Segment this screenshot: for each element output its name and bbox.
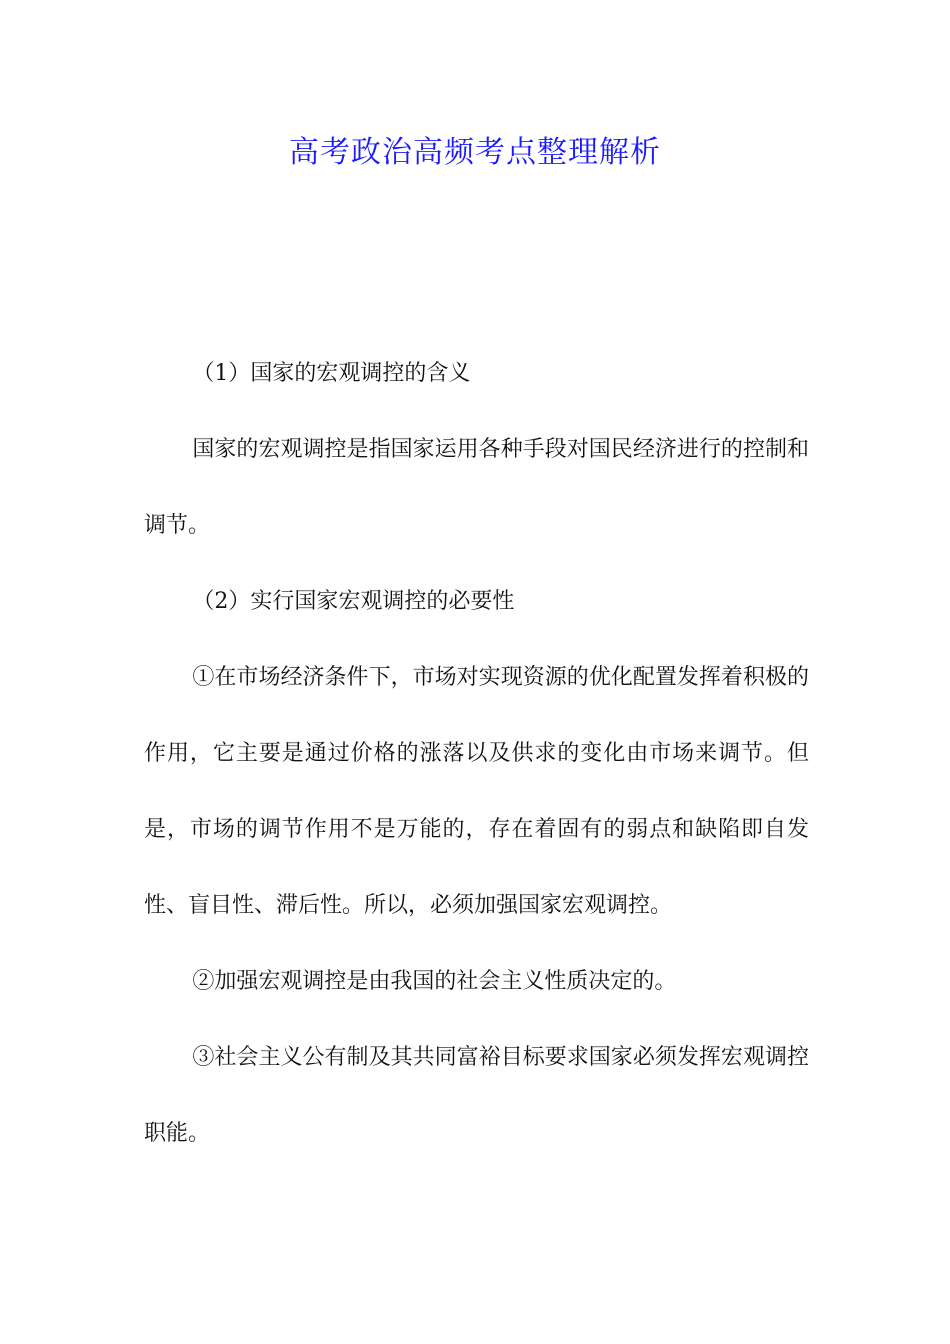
section-heading-1: （1）国家的宏观调控的含义	[192, 361, 471, 386]
paragraph-definition: 国家的宏观调控是指国家运用各种手段对国民经济进行的控制和调节。	[144, 437, 809, 538]
paragraph-point-3: ③社会主义公有制及其共同富裕目标要求国家必须发挥宏观调控职能。	[144, 1045, 809, 1146]
document-body	[144, 336, 809, 1172]
paragraph-point-2: ②加强宏观调控是由我国的社会主义性质决定的。	[192, 969, 677, 994]
paragraph-point-1: ①在市场经济条件下，市场对实现资源的优化配置发挥着积极的作用，它主要是通过价格的涨落以及供求的变化由市场来调节。但是，市场的调节作用不是万能的，存在着固有的弱点和缺陷即自发性、盲目性、滞后性。所以，必须加强国家宏观调控。	[144, 665, 809, 918]
section-heading-2: （2）实行国家宏观调控的必要性	[192, 589, 515, 614]
document-title: 高考政治高频考点整理解析	[289, 135, 661, 170]
